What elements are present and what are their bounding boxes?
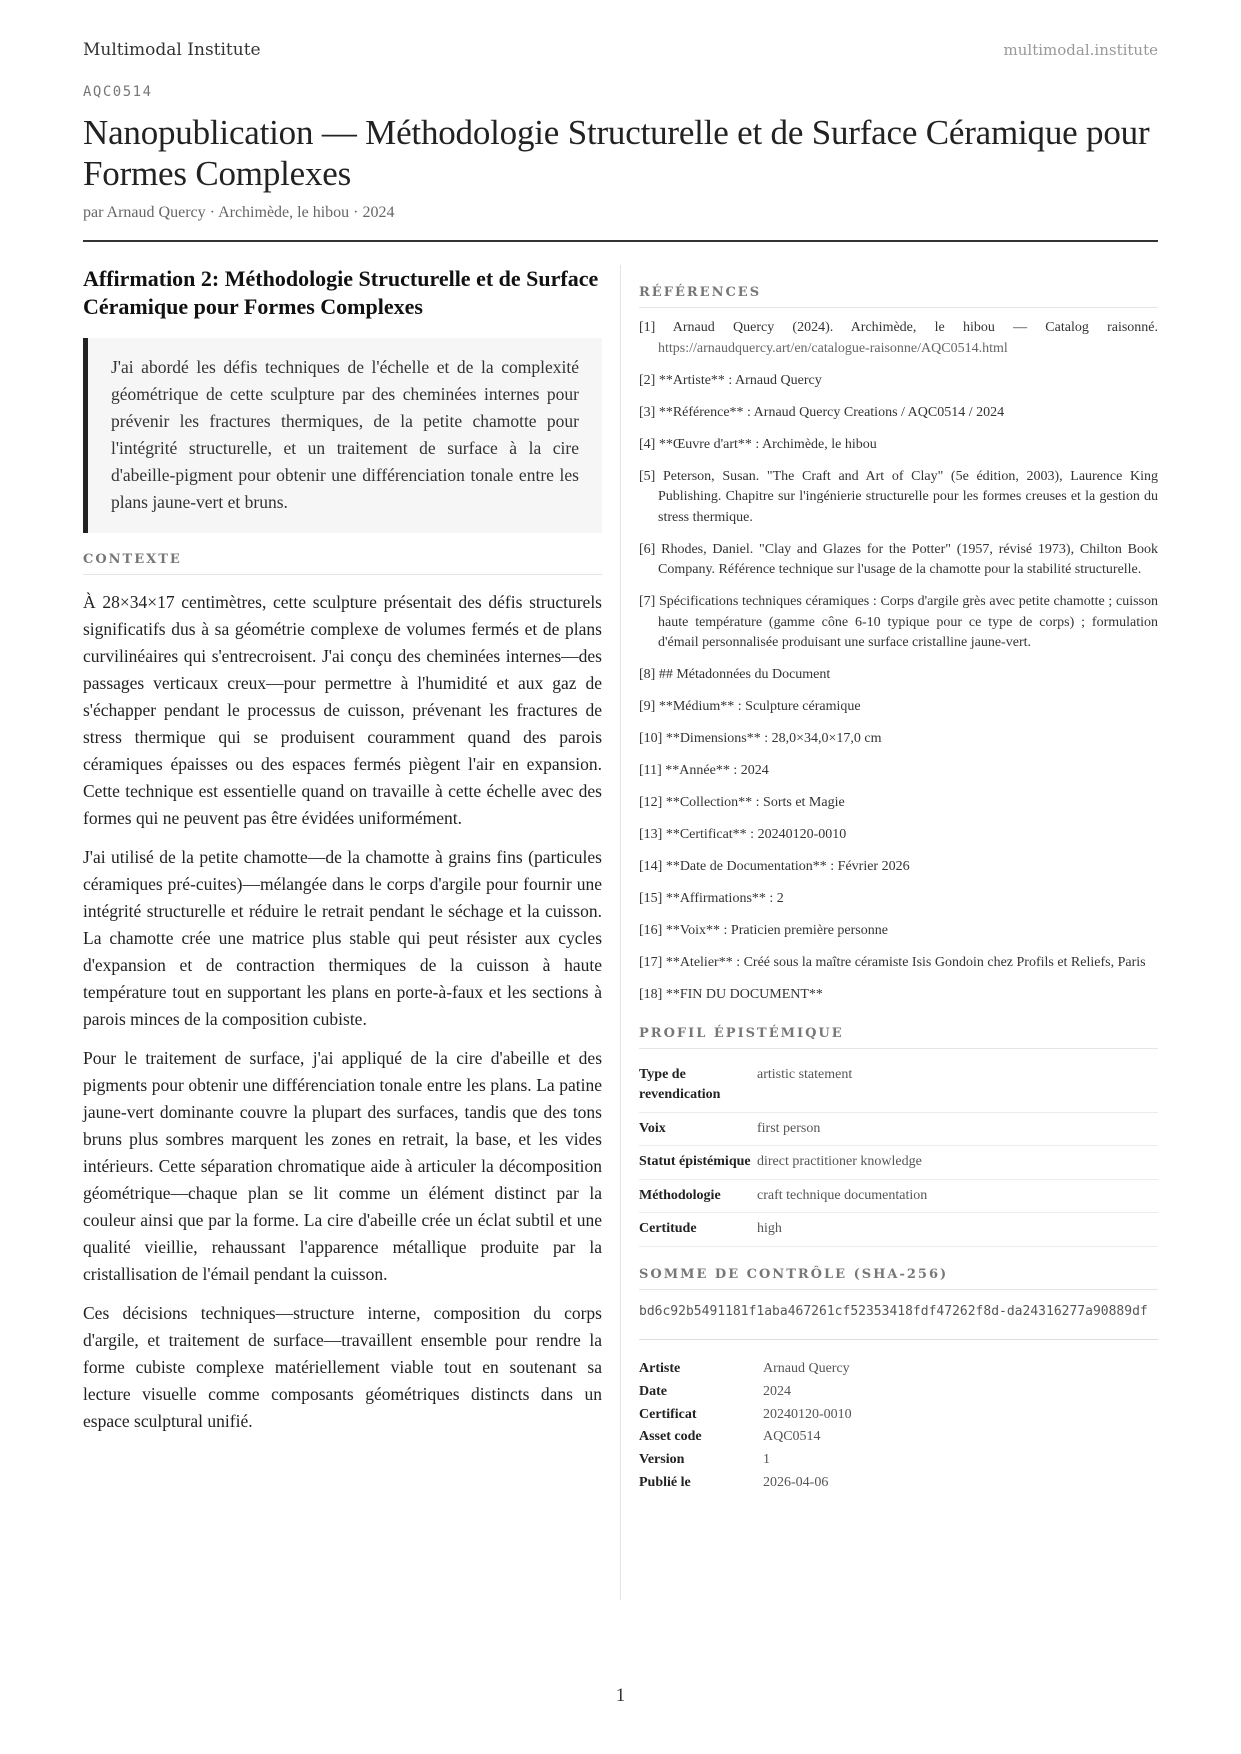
reference-text: [4] **Œuvre d'art** : Archimède, le hibou [639, 436, 877, 452]
reference-text: [6] Rhodes, Daniel. "Clay and Glazes for the Potter" (1957, révisé 1973), Chilton Book Company. Référence technique sur l'usage de la chamotte pour la stabilité structurelle. [639, 541, 1158, 577]
profile-row [639, 1179, 1158, 1213]
meta-row-value: 1 [763, 1452, 770, 1468]
reference-link[interactable]: https://arnaudquercy.art/en/catalogue-raisonne/AQC0514.html [658, 340, 1008, 356]
meta-row-value: Arnaud Quercy [763, 1361, 850, 1376]
meta-row-key: Publié le [639, 1474, 691, 1490]
profile-row-value: craft technique documentation [757, 1179, 1158, 1213]
reference-item [639, 318, 1158, 359]
profile-row-value: direct practitioner knowledge [757, 1146, 1158, 1180]
profile-row [639, 1059, 1158, 1113]
reference-item [639, 825, 1158, 846]
reference-item [639, 665, 1158, 686]
main-column [83, 265, 602, 1600]
reference-text: [8] ## Métadonnées du Document [639, 667, 831, 682]
claim-quote: J'ai abordé les défis techniques de l'échelle et de la complexité géométrique de cette sculpture par des cheminées internes pour prévenir les fractures thermiques, de la petite chamotte pour l'intégrité structurelle, et un traitement de surface à la cire d'abeille-pigment pour obtenir une différenciation tonale entre les plans jaune-vert et bruns. [83, 338, 602, 533]
reference-text: [2] **Artiste** : Arnaud Quercy [639, 372, 822, 388]
epistemic-profile-table [639, 1059, 1158, 1247]
page-number: 1 [615, 1685, 626, 1706]
header-divider [83, 240, 1158, 242]
reference-item [639, 697, 1158, 718]
reference-item [639, 793, 1158, 814]
meta-row [639, 1358, 852, 1381]
reference-text: [3] **Référence** : Arnaud Quercy Creations / AQC0514 / 2024 [639, 404, 1005, 420]
meta-row-key: Asset code [639, 1429, 702, 1445]
content-columns [83, 265, 1158, 1600]
meta-row [639, 1426, 852, 1449]
meta-row [639, 1449, 852, 1472]
meta-row-value: 2026-04-06 [763, 1474, 829, 1490]
reference-text: [13] **Certificat** : 20240120-0010 [639, 827, 847, 842]
reference-item [639, 889, 1158, 910]
meta-row-key: Artiste [639, 1361, 681, 1376]
reference-item [639, 953, 1158, 974]
site-link[interactable]: multimodal.institute [1003, 41, 1158, 59]
reference-text: [12] **Collection** : Sorts et Magie [639, 795, 845, 810]
meta-row [639, 1381, 852, 1404]
context-paragraph: Ces décisions techniques—structure interne, composition du corps d'argile, et traitement de surface—travaillent ensemble pour rendre la forme cubiste complexe matériellement viable tout en soutenant sa lecture visuelle comme composants géométriques distincts dans un espace sculptural unifié. [83, 1303, 602, 1431]
profile-row-key: Statut épistémique [639, 1146, 757, 1180]
reference-item [639, 729, 1158, 750]
meta-row [639, 1404, 852, 1427]
reference-item [639, 857, 1158, 878]
references-list [639, 318, 1158, 1006]
header-bar [83, 40, 1158, 70]
checksum-value: bd6c92b5491181f1aba467261cf52353418fdf47262f8d-da24316277a90889df [639, 1302, 1158, 1341]
reference-item [639, 403, 1158, 424]
reference-text: [5] Peterson, Susan. "The Craft and Art of Clay" (5e édition, 2003), Laurence King Publishing. Chapitre sur l'ingénierie structurelle pour les formes creuses et la gestion du stress thermique. [639, 468, 1158, 525]
sidebar [639, 265, 1158, 1600]
meta-row-value: AQC0514 [763, 1429, 821, 1445]
meta-row-key: Version [639, 1452, 685, 1468]
checksum-label: SOMME DE CONTRÔLE (SHA-256) [639, 1267, 1158, 1290]
reference-text: [7] Spécifications techniques céramiques : Corps d'argile grès avec petite chamotte ; cuisson haute température (gamme cône 6-10 typique pour ce type de corps) ; formulation d'émail personnalisée produisant une surface cristalline jaune-vert. [639, 594, 1158, 650]
profile-row-key: Type de revendication [639, 1059, 757, 1113]
asset-code: AQC0514 [83, 84, 153, 100]
profile-row-value: first person [757, 1112, 1158, 1146]
reference-item [639, 467, 1158, 529]
profile-label: PROFIL ÉPISTÉMIQUE [639, 1026, 1158, 1049]
profile-row-key: Voix [639, 1112, 757, 1146]
reference-item [639, 435, 1158, 456]
document-page [83, 40, 1158, 1600]
reference-text: [16] **Voix** : Praticien première personne [639, 923, 888, 938]
claim-heading: Affirmation 2: Méthodologie Structurelle et de Surface Céramique pour Formes Complexes [83, 266, 599, 319]
context-label: CONTEXTE [83, 552, 602, 575]
reference-item [639, 540, 1158, 581]
context-paragraph: À 28×34×17 centimètres, cette sculpture présentait des défis structurels significatifs dus à sa géométrie complexe de volumes fermés et de plans curvilinéaires qui s'entrecroisent. J'ai conçu des cheminées internes—des passages verticaux creux—pour permettre à l'humidité et aux gaz de s'échapper pendant le processus de cuisson, prévenant les fractures de stress thermique qui se produisent couramment quand des parois céramiques épaisses ou des espaces fermés piègent l'air en expansion. Cette technique est essentielle quand on travaille à cette échelle avec des formes qui ne peuvent pas être évidées uniformément. [83, 592, 602, 828]
profile-row-value: high [757, 1213, 1158, 1247]
reference-text: [1] Arnaud Quercy (2024). Archimède, le hibou — Catalog raisonné. [639, 320, 1158, 335]
metadata-table [639, 1358, 852, 1495]
institute-name: Multimodal Institute [83, 40, 261, 60]
reference-text: [17] **Atelier** : Créé sous la maître céramiste Isis Gondoin chez Profils et Reliefs, Paris [639, 955, 1146, 970]
references-label: RÉFÉRENCES [639, 285, 1158, 308]
profile-row [639, 1146, 1158, 1180]
reference-item [639, 921, 1158, 942]
profile-row [639, 1112, 1158, 1146]
context-paragraph: Pour le traitement de surface, j'ai appliqué de la cire d'abeille et des pigments pour obtenir une différenciation tonale entre les plans. La patine jaune-vert dominante couvre la plupart des surfaces, tandis que des tons bruns plus sombres marquent les zones en retrait, la base, et les vides intérieurs. Cette séparation chromatique aide à articuler la décomposition géométrique—chaque plan se lit comme un élément distinct par la couleur ainsi que par la forme. La cire d'abeille crée un éclat subtil et une qualité vieillie, rehaussant l'apparence métallique produite par la cristallisation de l'émail pendant la cuisson. [83, 1048, 602, 1284]
profile-row [639, 1213, 1158, 1247]
reference-text: [10] **Dimensions** : 28,0×34,0×17,0 cm [639, 731, 882, 746]
reference-item [639, 985, 1158, 1006]
profile-row-key: Méthodologie [639, 1179, 757, 1213]
meta-row-value: 20240120-0010 [763, 1406, 852, 1422]
reference-text: [15] **Affirmations** : 2 [639, 891, 784, 906]
column-divider [620, 265, 621, 1600]
meta-row-value: 2024 [763, 1383, 791, 1399]
reference-text: [11] **Année** : 2024 [639, 763, 769, 778]
profile-row-value: artistic statement [757, 1059, 1158, 1113]
reference-item [639, 592, 1158, 654]
reference-text: [18] **FIN DU DOCUMENT** [639, 987, 823, 1002]
meta-row-key: Date [639, 1383, 667, 1399]
reference-item [639, 371, 1158, 392]
reference-item [639, 761, 1158, 782]
reference-text: [14] **Date de Documentation** : Février 2026 [639, 859, 910, 874]
profile-row-key: Certitude [639, 1213, 757, 1247]
reference-text: [9] **Médium** : Sculpture céramique [639, 699, 861, 714]
byline: par Arnaud Quercy · Archimède, le hibou · 2024 [83, 204, 395, 221]
page-title: Nanopublication — Méthodologie Structurelle et de Surface Céramique pour Formes Complexes [83, 113, 1150, 193]
context-paragraph: J'ai utilisé de la petite chamotte—de la chamotte à grains fins (particules céramiques pré-cuites)—mélangée dans le corps d'argile pour fournir une intégrité structurelle et réduire le retrait pendant le séchage et la cuisson. La chamotte crée une matrice plus stable qui peut résister aux cycles d'expansion et de contraction thermiques de la cuisson à haute température tout en supportant les plans en porte-à-faux et les sections à parois minces de la composition cubiste. [83, 847, 602, 1029]
meta-row-key: Certificat [639, 1406, 697, 1422]
meta-row [639, 1472, 852, 1495]
